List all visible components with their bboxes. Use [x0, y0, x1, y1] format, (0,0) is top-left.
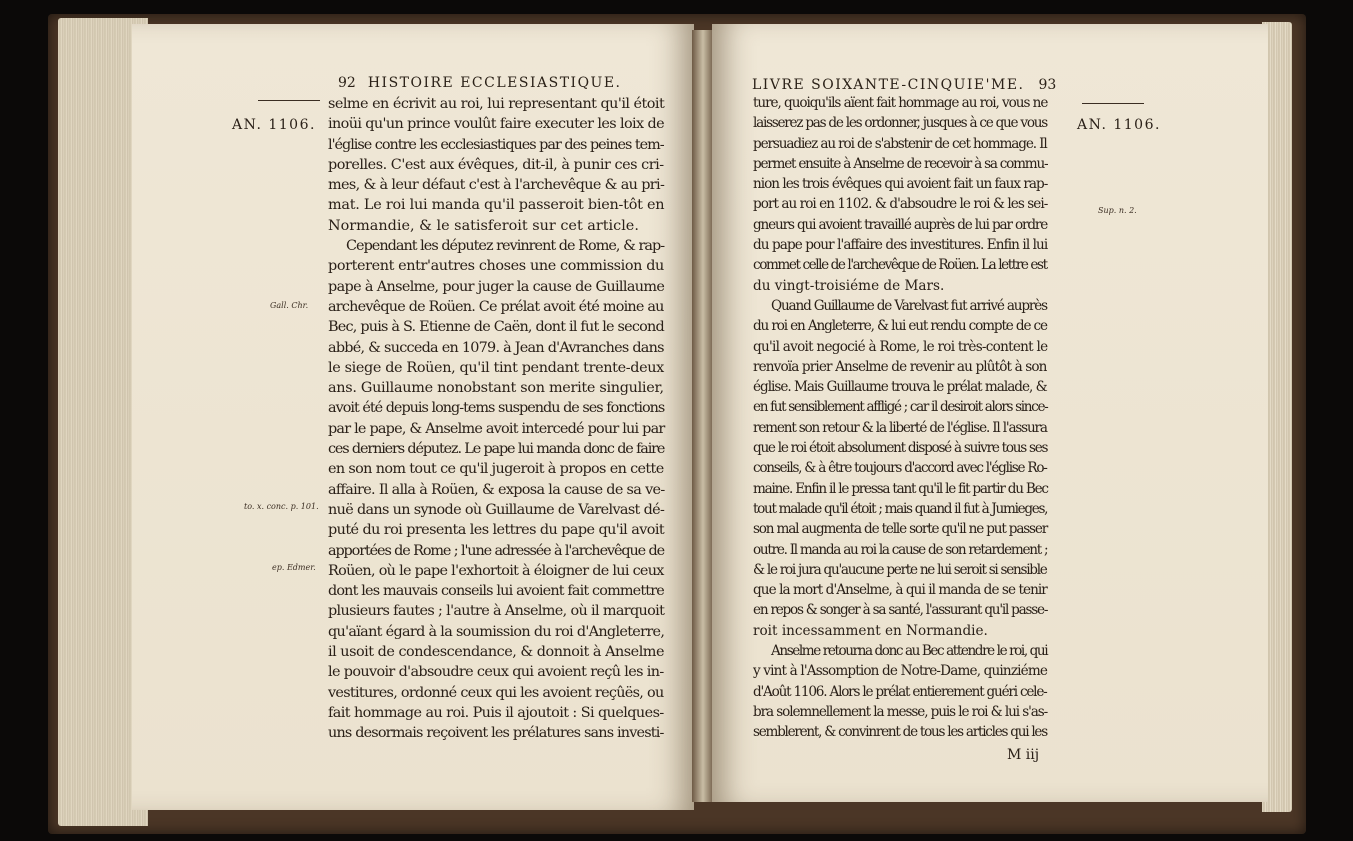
text-line: outre. Il manda au roi la cause de son retardement ; — [753, 541, 1048, 558]
left-head-title: HISTOIRE ECCLESIASTIQUE. — [367, 75, 622, 91]
right-head-title: LIVRE SOIXANTE-CINQUIE'ME. — [752, 77, 1025, 93]
text-line: maine. Enfin il le pressa tant qu'il le fit partir du Bec — [753, 480, 1048, 497]
left-year-rule — [258, 100, 320, 101]
text-line: bra solemnellement la messe, puis le roi & lui s'as- — [753, 703, 1048, 720]
left-margin-note-2: to. x. conc. p. 101. — [244, 502, 319, 511]
text-line: mat. Le roi lui manda qu'il passeroit bien-tôt en — [328, 197, 665, 214]
text-line: Anselme retourna donc au Bec attendre le roi, qui — [771, 643, 1048, 660]
text-line: inoüi qu'un prince voulût faire executer les loix de — [328, 116, 665, 133]
text-line: vestitures, ordonné ceux qui les avoient reçûës, ou — [328, 684, 664, 701]
text-line: affaire. Il alla à Roüen, & exposa la cause de sa ve- — [328, 481, 665, 498]
text-line: il usoit de condescendance, & donnoit à Anselme — [328, 644, 664, 661]
text-line: ture, quoiqu'ils aïent fait hommage au roi, vous ne — [753, 95, 1048, 111]
right-body-text — [753, 93, 1047, 743]
text-line: par le pape, & Anselme avoit intercedé pour lui par — [328, 420, 665, 437]
text-line: permet ensuite à Anselme de recevoir à sa commu- — [753, 155, 1048, 172]
left-page-number: 92 — [338, 75, 356, 91]
text-line: nuë dans un synode où Guillaume de Varelvast dé- — [328, 501, 665, 518]
text-line: tout malade qu'il étoit ; mais quand il fut à Jumieges, — [753, 500, 1048, 517]
text-line: selme en écrivit au roi, lui representant qu'il étoit — [328, 96, 665, 112]
text-line: rement son retour & la liberté de l'église. Il l'assura — [753, 419, 1047, 436]
text-line: commet celle de l'archevêque de Roüen. La lettre est — [753, 257, 1047, 274]
text-line: renvoïa prier Anselme de revenir au plûtôt à son — [753, 358, 1047, 375]
text-line: église. Mais Guillaume trouva le prélat malade, & — [753, 379, 1047, 396]
text-line: ans. Guillaume nonobstant son merite singulier, — [328, 380, 664, 397]
text-line: & le roi jura qu'aucune perte ne lui seroit si sensible — [753, 561, 1047, 578]
text-line: Cependant les députez revinrent de Rome, & rap- — [346, 238, 665, 255]
text-line: mes, & à leur défaut c'est à l'archevêque & au pri- — [328, 177, 665, 194]
text-line: du vingt-troisiéme de Mars. — [753, 277, 945, 294]
text-line: port au roi en 1102. & d'absoudre le roi & les sei- — [753, 196, 1048, 213]
text-line: puté du roi presenta les lettres du pape qu'il avoit — [328, 522, 665, 539]
text-line: archevêque de Roüen. Ce prélat avoit été moine au — [328, 298, 664, 315]
text-line: laisserez pas de les ordonner, jusques à ce que vous — [753, 115, 1048, 132]
text-line: avoit été depuis long-tems suspendu de ses fonctions — [328, 400, 665, 417]
right-page-number: 93 — [1038, 77, 1057, 93]
book-gutter — [692, 30, 714, 802]
left-year-note: AN. 1106. — [232, 117, 316, 133]
text-line: porterent entr'autres choses une commission du — [328, 258, 664, 275]
text-line: d'Août 1106. Alors le prélat entierement guéri cele- — [753, 683, 1047, 700]
left-body-text — [328, 94, 664, 744]
text-line: Bec, puis à S. Etienne de Caën, dont il fut le second — [328, 319, 664, 336]
text-line: apportées de Rome ; l'une adressée à l'archevêque de — [328, 542, 664, 559]
text-line: roit incessamment en Normandie. — [753, 622, 988, 639]
text-line: persuadiez au roi de s'abstenir de cet hommage. Il — [753, 135, 1047, 152]
text-line: y vint à l'Assomption de Notre-Dame, quinziéme — [753, 663, 1048, 680]
text-line: abbé, & succeda en 1079. à Jean d'Avranches dans — [328, 339, 664, 356]
text-line: qu'aïant égard à la soumission du roi d'Angleterre, — [328, 623, 665, 640]
text-line: uns desormais reçoivent les prélatures sans investi- — [328, 725, 664, 742]
right-running-head — [752, 77, 1056, 93]
text-line: ces derniers députez. Le pape lui manda donc de faire — [328, 441, 665, 458]
text-line: en fut sensiblement affligé ; car il desiroit alors since- — [753, 399, 1048, 416]
text-line: du pape pour l'affaire des investitures. Enfin il lui — [753, 237, 1048, 254]
right-year-note: AN. 1106. — [1077, 117, 1161, 133]
left-margin-note-3: ep. Edmer. — [272, 563, 316, 572]
right-year-rule — [1082, 103, 1144, 104]
text-line: gneurs qui avoient travaillé auprès de lui par ordre — [753, 216, 1048, 233]
right-margin-note-1: Sup. n. 2. — [1098, 206, 1137, 215]
text-line: porelles. C'est aux évêques, dit-il, à punir ces cri- — [328, 156, 664, 173]
text-line: l'église contre les ecclesiastiques par des peines tem- — [328, 136, 664, 153]
text-line: que la mort d'Anselme, à qui il manda de se tenir — [753, 582, 1047, 599]
right-signature-mark: M iij — [1007, 747, 1040, 763]
text-line: Normandie, & le satisferoit sur cet article. — [328, 217, 639, 234]
left-margin-note-1: Gall. Chr. — [270, 301, 309, 310]
text-line: Roüen, où le pape l'exhortoit à éloigner de lui ceux — [328, 562, 664, 579]
text-line: dont les mauvais conseils lui avoient fait commettre — [328, 583, 664, 600]
text-line: semblerent, & convinrent de tous les articles qui les — [753, 724, 1047, 741]
text-line: Quand Guillaume de Varelvast fut arrivé auprès — [771, 297, 1047, 314]
text-line: fait hommage au roi. Puis il ajoutoit : Si quelques- — [328, 704, 664, 721]
text-line: plusieurs fautes ; l'autre à Anselme, où il marquoit — [328, 603, 665, 620]
text-line: son mal augmenta de telle sorte qu'il ne put passer — [753, 521, 1048, 538]
text-line: en repos & songer à sa santé, l'assurant qu'il passe- — [753, 602, 1048, 619]
left-running-head — [338, 75, 622, 91]
text-line: le pouvoir d'absoudre ceux qui avoient reçû les in- — [328, 664, 664, 681]
text-line: nion les trois évêques qui avoient fait un faux rap- — [753, 176, 1048, 193]
text-line: pape à Anselme, pour juger la cause de Guillaume — [328, 278, 665, 295]
text-line: que le roi étoit absolument disposé à suivre tous ses — [753, 440, 1048, 457]
text-line: le siege de Roüen, qu'il tint pendant trente-deux — [328, 359, 664, 376]
text-line: du roi en Angleterre, & lui eut rendu compte de ce — [753, 318, 1047, 335]
text-line: conseils, & à être toujours d'accord avec l'église Ro- — [753, 460, 1047, 477]
text-line: en son nom tout ce qu'il jugeroit à propos en cette — [328, 461, 664, 478]
text-line: qu'il avoit negocié à Rome, le roi très-content le — [753, 338, 1048, 355]
